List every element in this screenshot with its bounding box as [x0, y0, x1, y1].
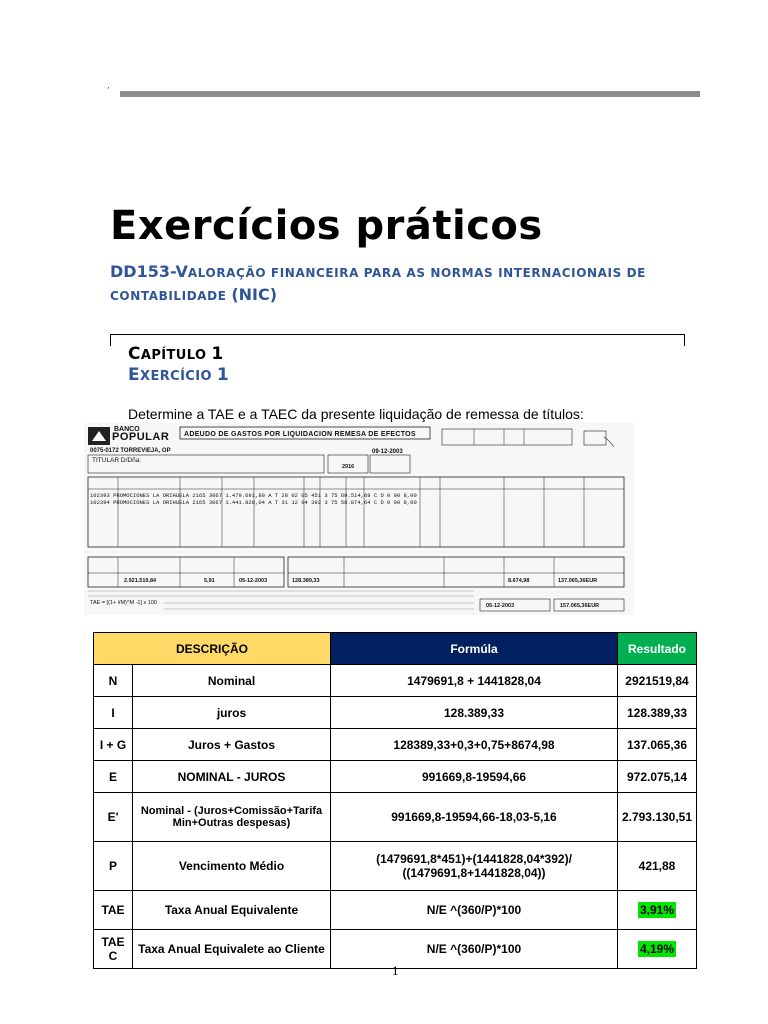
section-border-top — [110, 334, 685, 335]
row-result: 137.065,36 — [618, 729, 697, 761]
row-result: 2921519,84 — [618, 665, 697, 697]
row-formula: N/E ^(360/P)*100 — [331, 891, 618, 930]
row-formula: 991669,8-19594,66-18,03-5,16 — [331, 793, 618, 842]
row-formula: N/E ^(360/P)*100 — [331, 930, 618, 969]
scan-row-2: 102394 PROMOCIONES LA ORIHUELA 2165 3067 1.441.828,04 A T 31 12 04 392 3 75 58.874,64 C D 0 00 8,00 — [90, 499, 417, 506]
row-description: Juros + Gastos — [133, 729, 331, 761]
scan-fecha-abono: 05-12-2003 — [239, 578, 268, 584]
page-number: 1 — [392, 963, 399, 978]
row-formula: (1479691,8*451)+(1441828,04*392)/ ((1479691,8+1441828,04)) — [331, 842, 618, 891]
table-row — [94, 665, 697, 697]
row-symbol: I + G — [94, 729, 133, 761]
scan-date: 09-12-2003 — [372, 449, 403, 455]
section-border-left — [110, 334, 111, 346]
chapter-heading — [128, 344, 224, 364]
quote-mark: ’ — [107, 86, 110, 95]
row-description: Nominal — [133, 665, 331, 697]
row-result: 128.389,33 — [618, 697, 697, 729]
exercise-number: 1 — [216, 365, 230, 385]
scan-row-1: 102393 PROMOCIONES LA ORIHUELA 2165 3067 1.479.691,80 A T 28 02 05 451 3 75 69.514,69 C D 0 00 8,00 — [90, 492, 417, 499]
row-symbol: E — [94, 761, 133, 793]
scan-tae-formula: TAE = [(1+ i/M)^M -1] x 100 — [90, 600, 157, 606]
section-border-right — [684, 334, 685, 346]
row-result-cell — [618, 891, 697, 930]
table-row — [94, 793, 697, 842]
chapter-number: 1 — [211, 344, 224, 364]
scan-total-adeudo: 157.065,36EUR — [560, 603, 600, 609]
row-result: 972.075,14 — [618, 761, 697, 793]
scan-heading: ADEUDO DE GASTOS POR LIQUIDACION REMESA DE EFECTOS — [184, 431, 416, 438]
row-formula: 128389,33+0,3+0,75+8674,98 — [331, 729, 618, 761]
row-symbol: I — [94, 697, 133, 729]
page-title: Exercícios práticos — [110, 203, 543, 249]
scan-remesa-no: 2916 — [342, 464, 355, 470]
row-result: 421,88 — [618, 842, 697, 891]
exercise-heading — [128, 365, 229, 385]
table-row — [94, 697, 697, 729]
scan-total-nominal: 2.921.519,84 — [124, 578, 157, 584]
scan-titular: TITULAR D/Dña: — [92, 457, 142, 464]
chapter-initial: C — [128, 344, 141, 364]
row-symbol: P — [94, 842, 133, 891]
scan-address: 0075-0172 TORREVIEJA, OP — [90, 448, 171, 454]
scan-total-gastos: 137.065,36EUR — [558, 578, 598, 584]
row-formula: 991669,8-19594,66 — [331, 761, 618, 793]
scanned-bank-document — [84, 423, 634, 615]
chapter-label: APÍTULO — [140, 348, 212, 363]
row-symbol: TAEC — [94, 930, 133, 969]
course-code: DD153-V — [110, 262, 188, 281]
row-symbol: E' — [94, 793, 133, 842]
scan-bank-line2: POPULAR — [112, 431, 170, 443]
scan-intereses: 128.389,33 — [292, 578, 320, 584]
row-description: Taxa Anual Equivalente — [133, 891, 331, 930]
scan-tae-value: 5,91 — [204, 578, 215, 584]
header-resultado: Resultado — [618, 633, 697, 665]
row-description: Taxa Anual Equivalete ao Cliente — [133, 930, 331, 969]
row-symbol: N — [94, 665, 133, 697]
exercise-instruction: Determine a TAE e a TAEC da presente liquidação de remessa de títulos: — [128, 406, 584, 422]
row-result: 4,19% — [639, 942, 675, 956]
row-result: 2.793.130,51 — [618, 793, 697, 842]
row-description: Nominal - (Juros+Comissão+Tarifa Min+Outras despesas) — [133, 793, 331, 842]
course-nic: (NIC) — [231, 285, 278, 304]
row-formula: 1479691,8 + 1441828,04 — [331, 665, 618, 697]
table-row — [94, 761, 697, 793]
table-header-row — [94, 633, 697, 665]
row-description: juros — [133, 697, 331, 729]
row-description: NOMINAL - JUROS — [133, 761, 331, 793]
course-subtitle — [110, 261, 670, 307]
row-result: 3,91% — [639, 903, 675, 917]
course-name: ALORAÇÃO FINANCEIRA PARA AS NORMAS INTERNACIONAIS DE CONTABILIDADE — [110, 266, 646, 303]
header-formula: Formúla — [331, 633, 618, 665]
table-row — [94, 891, 697, 930]
table-row — [94, 842, 697, 891]
top-rule — [120, 91, 700, 97]
scan-timbres: 8.674,98 — [508, 578, 530, 584]
exercise-label: XERCÍCIO — [140, 369, 217, 384]
exercise-initial: E — [128, 365, 141, 385]
scan-bank-line1: BANCO — [114, 426, 140, 433]
row-description: Vencimento Médio — [133, 842, 331, 891]
row-formula: 128.389,33 — [331, 697, 618, 729]
results-table — [93, 632, 697, 969]
table-row — [94, 729, 697, 761]
row-result-cell — [618, 930, 697, 969]
header-descricao: DESCRIÇÃO — [94, 633, 331, 665]
scan-valor: 05-12-2003 — [486, 603, 515, 609]
row-symbol: TAE — [94, 891, 133, 930]
